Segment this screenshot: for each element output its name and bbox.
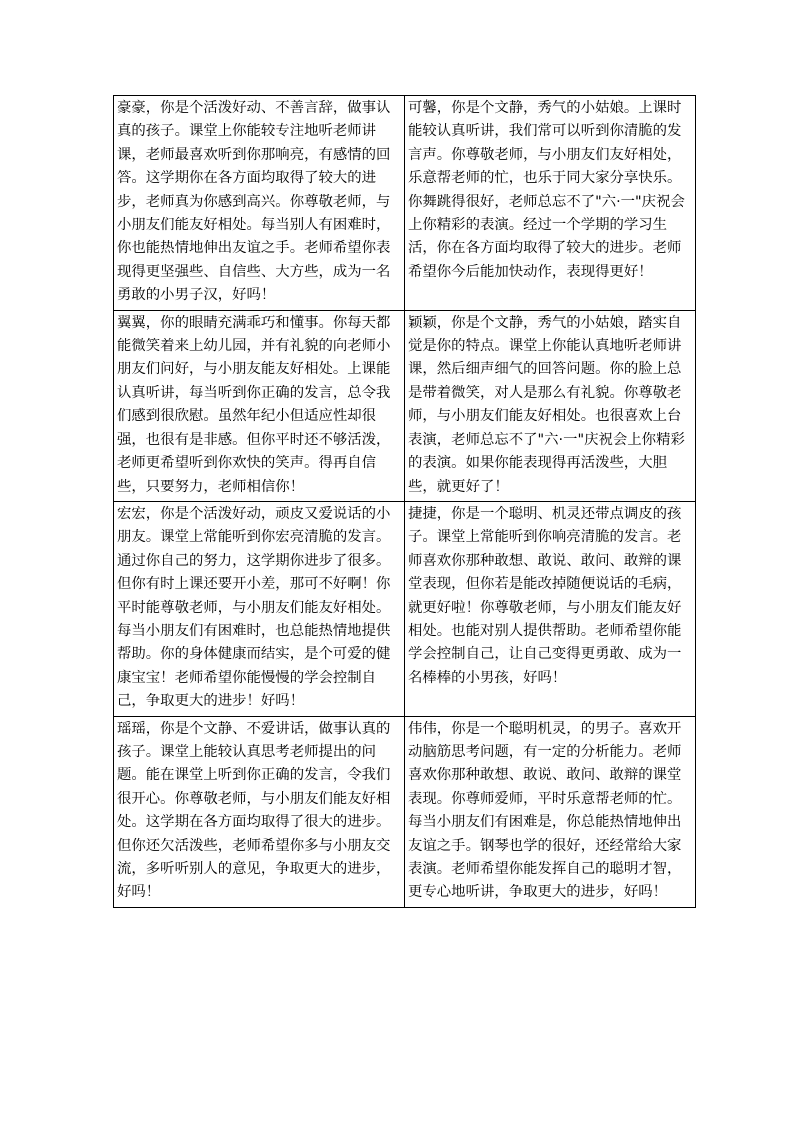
table-row xyxy=(114,716,696,907)
teacher-comments-table xyxy=(113,95,696,908)
comment-cell: 翼翼，你的眼睛充满乖巧和懂事。你每天都能微笑着来上幼儿园，并有礼貌的向老师小朋友们问好，与小朋友能友好相处。上课能认真听讲，每当听到你正确的发言，总令我们感到很欣慰。虽然年纪小但适应性却很强，也很有是非感。但你平时还不够活泼，老师更希望听到你欢快的笑声。得再自信些，只要努力，老师相信你！ xyxy=(114,310,405,501)
table-row xyxy=(114,310,696,501)
table-row xyxy=(114,501,696,716)
comment-cell: 颖颖，你是个文静，秀气的小姑娘，踏实自觉是你的特点。课堂上你能认真地听老师讲课，然后细声细气的回答问题。你的脸上总是带着微笑，对人是那么有礼貌。你尊敬老师，与小朋友们能友好相处。也很喜欢上台表演，老师总忘不了"六·一"庆祝会上你精彩的表演。如果你能表现得再活泼些，大胆些，就更好了！ xyxy=(405,310,696,501)
comment-cell: 可馨，你是个文静，秀气的小姑娘。上课时能较认真听讲，我们常可以听到你清脆的发言声。你尊敬老师，与小朋友们友好相处，乐意帮老师的忙，也乐于同大家分享快乐。你舞跳得很好，老师总忘不了"六·一"庆祝会上你精彩的表演。经过一个学期的学习生活，你在各方面均取得了较大的进步。老师希望你今后能加快动作，表现得更好！ xyxy=(405,96,696,311)
comment-cell: 豪豪，你是个活泼好动、不善言辞，做事认真的孩子。课堂上你能较专注地听老师讲课，老师最喜欢听到你那响亮，有感情的回答。这学期你在各方面均取得了较大的进步，老师真为你感到高兴。你尊敬老师，与小朋友们能友好相处。每当别人有困难时，你也能热情地伸出友谊之手。老师希望你表现得更坚强些、自信些、大方些，成为一名勇敢的小男子汉，好吗！ xyxy=(114,96,405,311)
comment-cell: 伟伟，你是一个聪明机灵，的男子。喜欢开动脑筋思考问题，有一定的分析能力。老师喜欢你那种敢想、敢说、敢问、敢辩的课堂表现。你尊师爱师，平时乐意帮老师的忙。每当小朋友们有困难是，你总能热情地伸出友谊之手。钢琴也学的很好，还经常给大家表演。老师希望你能发挥自己的聪明才智，更专心地听讲，争取更大的进步，好吗！ xyxy=(405,716,696,907)
comment-cell: 宏宏，你是个活泼好动，顽皮又爱说话的小朋友。课堂上常能听到你宏亮清脆的发言。通过你自己的努力，这学期你进步了很多。但你有时上课还要开小差，那可不好啊！你平时能尊敬老师，与小朋友们能友好相处。每当小朋友们有困难时，也总能热情地提供帮助。你的身体健康而结实，是个可爱的健康宝宝！老师希望你能慢慢的学会控制自己，争取更大的进步！好吗！ xyxy=(114,501,405,716)
comment-cell: 捷捷，你是一个聪明、机灵还带点调皮的孩子。课堂上常能听到你响亮清脆的发言。老师喜欢你那种敢想、敢说、敢问、敢辩的课堂表现，但你若是能改掉随便说话的毛病，就更好啦！你尊敬老师，与小朋友们能友好相处。也能对别人提供帮助。老师希望你能学会控制自己，让自己变得更勇敢、成为一名棒棒的小男孩，好吗！ xyxy=(405,501,696,716)
comment-cell: 瑶瑶，你是个文静、不爱讲话，做事认真的孩子。课堂上能较认真思考老师提出的问题。能在课堂上听到你正确的发言，令我们很开心。你尊敬老师，与小朋友们能友好相处。这学期在各方面均取得了很大的进步。但你还欠活泼些，老师希望你多与小朋友交流，多听听别人的意见，争取更大的进步，好吗！ xyxy=(114,716,405,907)
table-row xyxy=(114,96,696,311)
